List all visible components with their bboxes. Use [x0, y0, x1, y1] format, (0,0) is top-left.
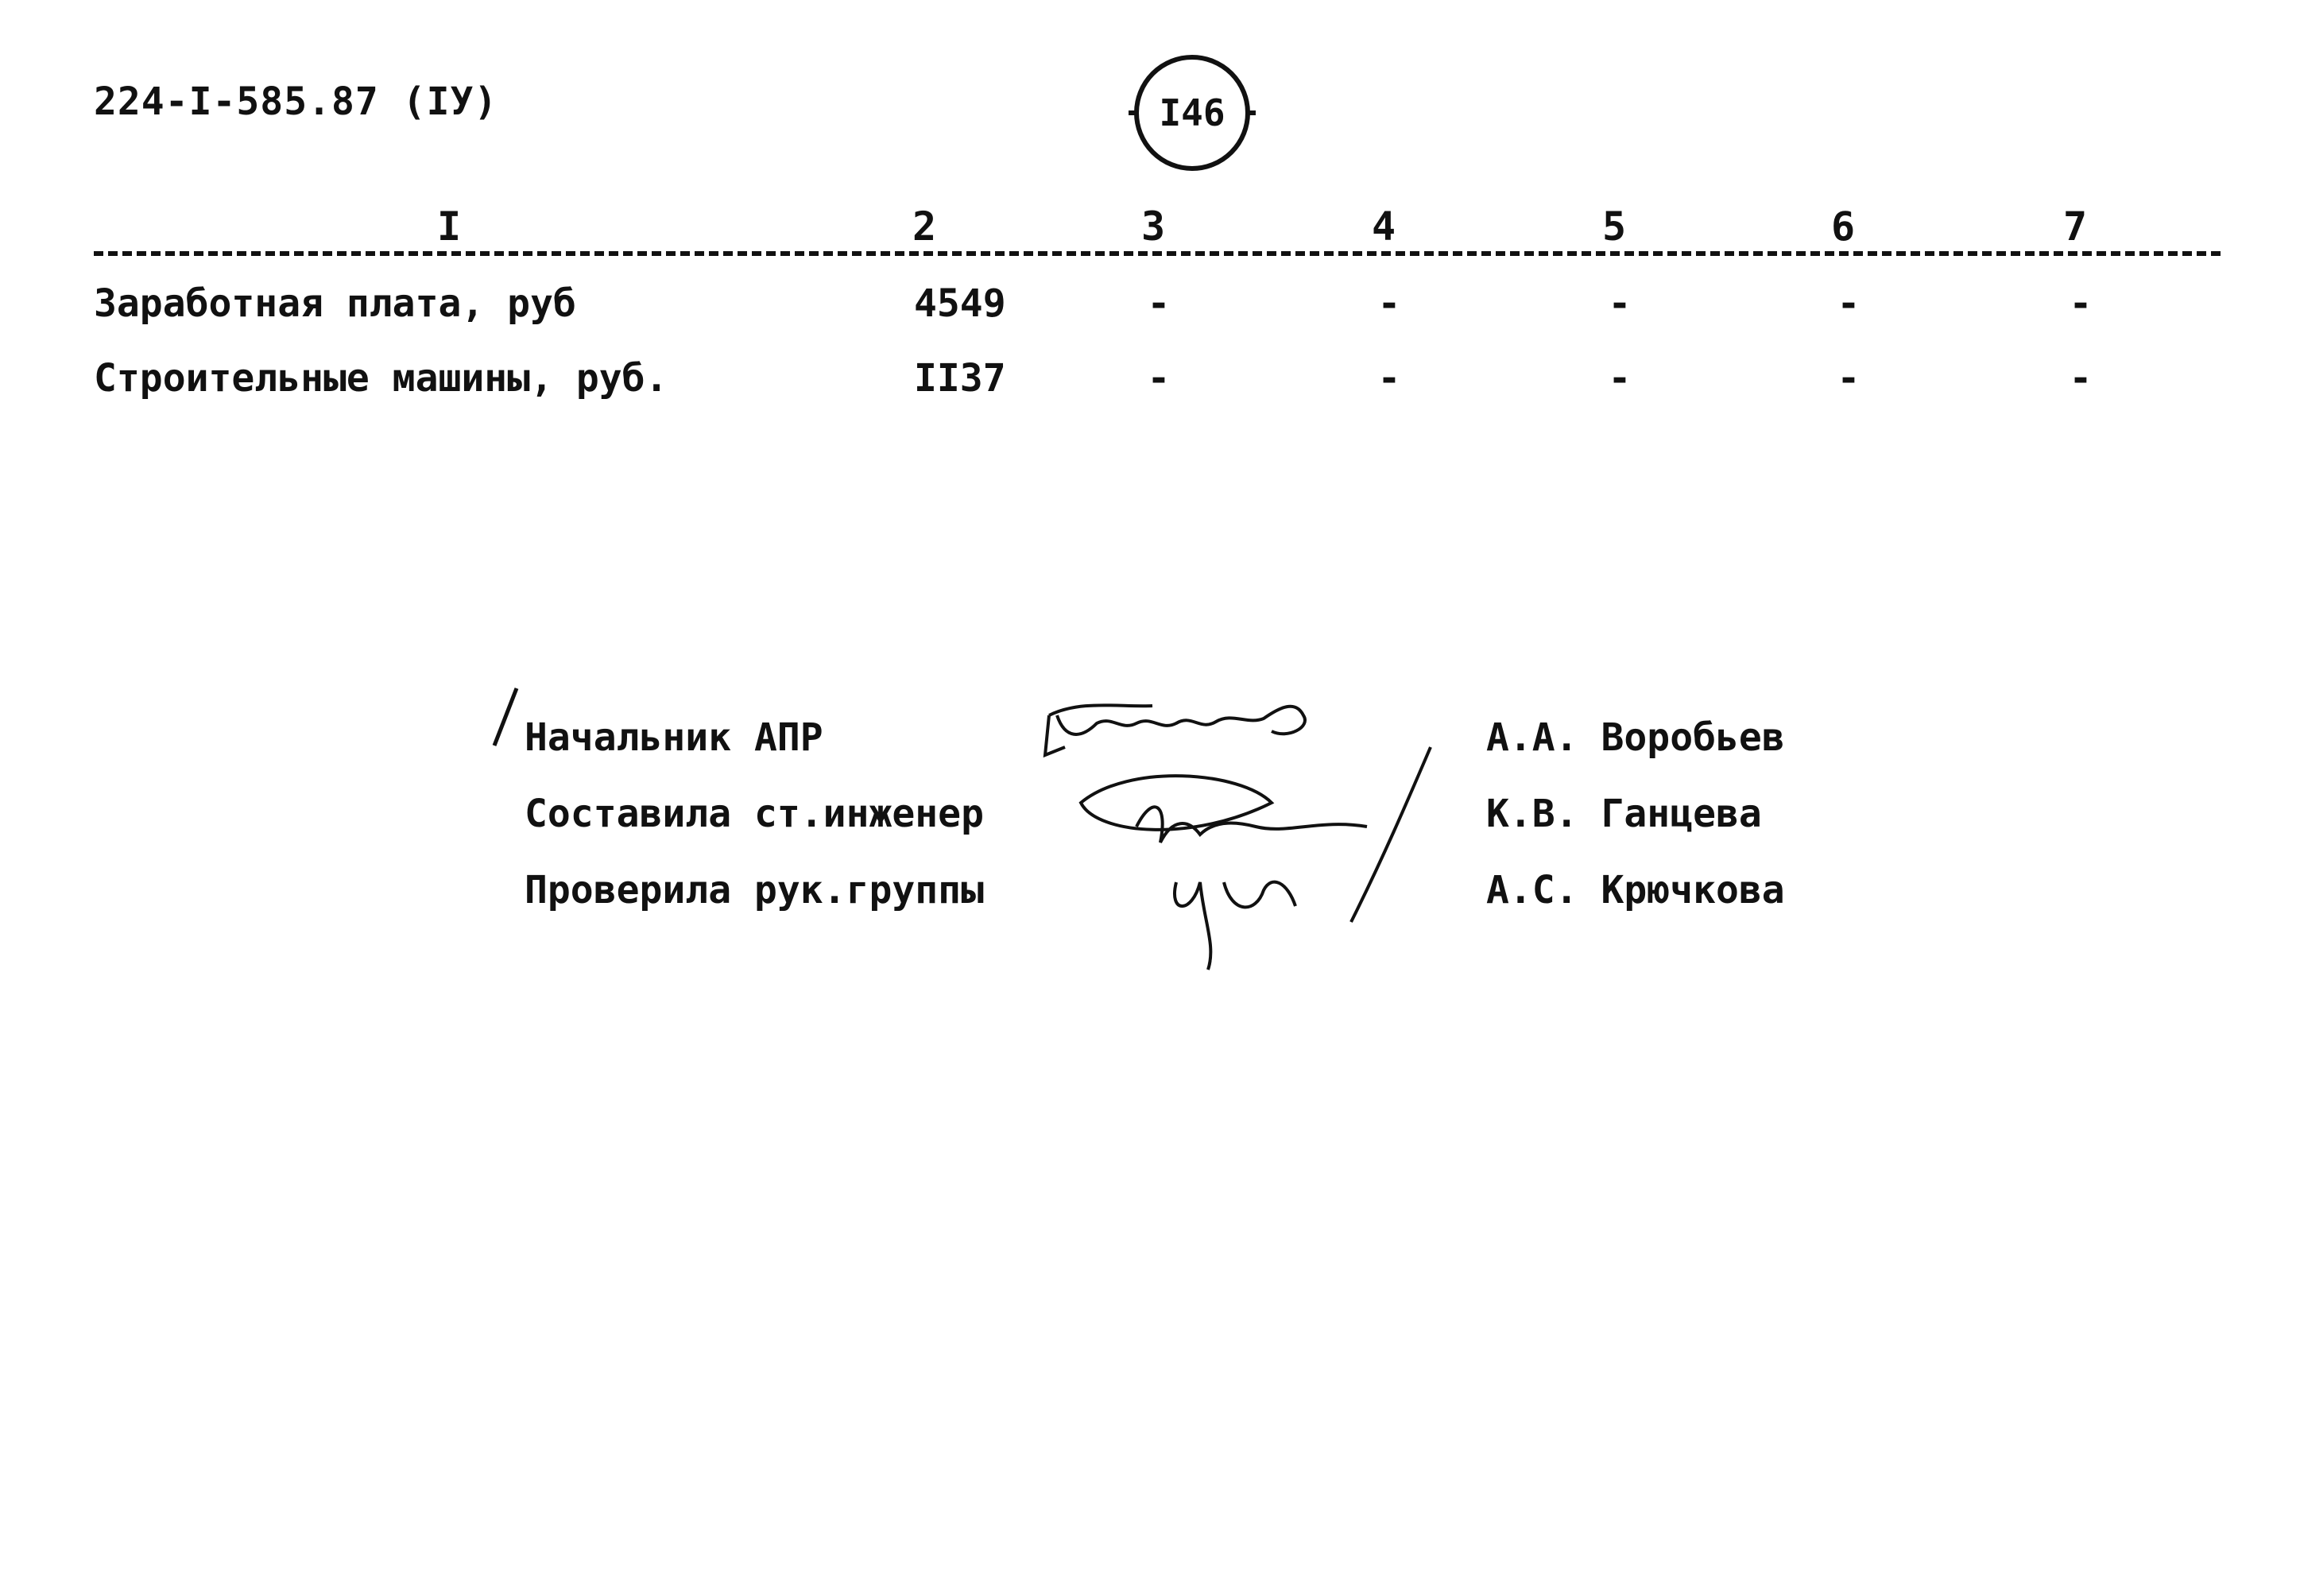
- row-label: Строительные машины, руб.: [94, 356, 668, 401]
- row-cell: -: [1837, 281, 1861, 326]
- row-value: II37: [914, 356, 1006, 401]
- signatory-name: А.А. Воробьев: [1486, 715, 1785, 760]
- signatory-role: Составила ст.инженер: [525, 792, 984, 836]
- column-number: I: [437, 203, 462, 250]
- handwritten-signatures: [1033, 684, 1462, 986]
- column-number: 7: [2063, 203, 2088, 250]
- column-number: 2: [912, 203, 937, 250]
- row-cell: -: [1608, 281, 1632, 326]
- row-cell: -: [1377, 356, 1401, 401]
- signatory-role: Начальник АПР: [525, 715, 823, 760]
- column-number: 5: [1602, 203, 1627, 250]
- row-cell: -: [1377, 281, 1401, 326]
- row-cell: -: [2069, 281, 2093, 326]
- row-cell: -: [1147, 356, 1171, 401]
- signatory-name: А.С. Крючкова: [1486, 868, 1785, 912]
- row-value: 4549: [914, 281, 1006, 326]
- column-number: 4: [1372, 203, 1396, 250]
- signatory-role: Проверила рук.группы: [525, 868, 984, 912]
- column-number: 3: [1141, 203, 1166, 250]
- slash-mark: [490, 685, 521, 749]
- row-label: Заработная плата, руб: [94, 281, 576, 326]
- row-cell: -: [2069, 356, 2093, 401]
- row-cell: -: [1608, 356, 1632, 401]
- page-number: I46: [1159, 91, 1226, 134]
- column-number: 6: [1831, 203, 1856, 250]
- document-code: 224-I-585.87 (IУ): [94, 79, 498, 124]
- row-cell: -: [1837, 356, 1861, 401]
- signatory-name: К.В. Ганцева: [1486, 792, 1762, 836]
- row-cell: -: [1147, 281, 1171, 326]
